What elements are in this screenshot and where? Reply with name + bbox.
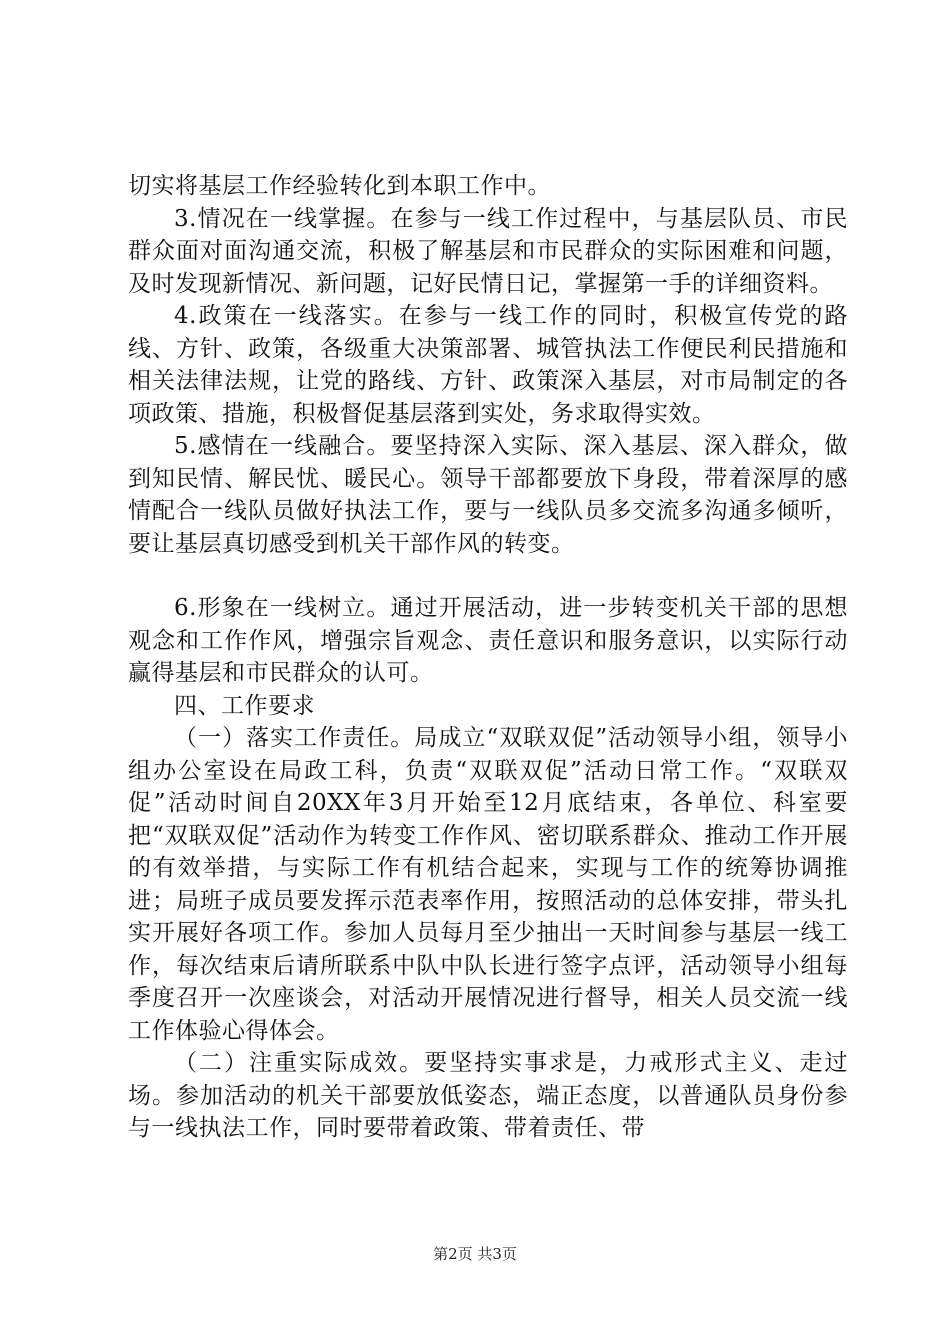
document-body <box>128 170 848 1145</box>
section-heading-work-requirements: 四、工作要求 <box>174 692 315 719</box>
paragraph-item-5: 5.感情在一线融合。要坚持深入实际、深入基层、深入群众，做到知民情、解民忧、暖民心。领导干部都要放下身段，带着深厚的感情配合一线队员做好执法工作，要与一线队员多交流多沟通多倾听，要让基层真切感受到机关干部作风的转变。 <box>128 433 848 557</box>
paragraph-requirement-2: （二）注重实际成效。要坚持实事求是，力戒形式主义、走过场。参加活动的机关干部要放低姿态，端正态度，以普通队员身份参与一线执法工作，同时要带着政策、带着责任、带 <box>128 1050 848 1141</box>
paragraph-gap <box>128 560 848 592</box>
paragraph-continuation: 切实将基层工作经验转化到本职工作中。 <box>128 173 551 199</box>
paragraph-item-6: 6.形象在一线树立。通过开展活动，进一步转变机关干部的思想观念和工作作风，增强宗旨观念、责任意识和服务意识，以实际行动赢得基层和市民群众的认可。 <box>128 595 848 686</box>
page-footer: 第2页 共3页 <box>433 1245 517 1263</box>
paragraph-item-4: 4.政策在一线落实。在参与一线工作的同时，积极宣传党的路线、方针、政策，各级重大决策部署、城管执法工作便民利民措施和相关法律法规，让党的路线、方针、政策深入基层，对市局制定的各项政策、措施，积极督促基层落到实处，务求取得实效。 <box>128 303 848 427</box>
paragraph-requirement-1: （一）落实工作责任。局成立“双联双促”活动领导小组，领导小组办公室设在局政工科，负责“双联双促”活动日常工作。“双联双促”活动时间自20XX年3月开始至12月底结束，各单位、科室要把“双联双促”活动作为转变工作作风、密切联系群众、推动工作开展的有效举措，与实际工作有机结合起来，实现与工作的统筹协调推进；局班子成员要发挥示范表率作用，按照活动的总体安排，带头扎实开展好各项工作。参加人员每月至少抽出一天时间参与基层一线工作，每次结束后请所联系中队中队长进行签字点评，活动领导小组每季度召开一次座谈会，对活动开展情况进行督导，相关人员交流一线工作体验心得体会。 <box>128 725 848 1044</box>
paragraph-item-3: 3.情况在一线掌握。在参与一线工作过程中，与基层队员、市民群众面对面沟通交流，积极了解基层和市民群众的实际困难和问题，及时发现新情况、新问题，记好民情日记，掌握第一手的详细资料。 <box>128 205 848 297</box>
